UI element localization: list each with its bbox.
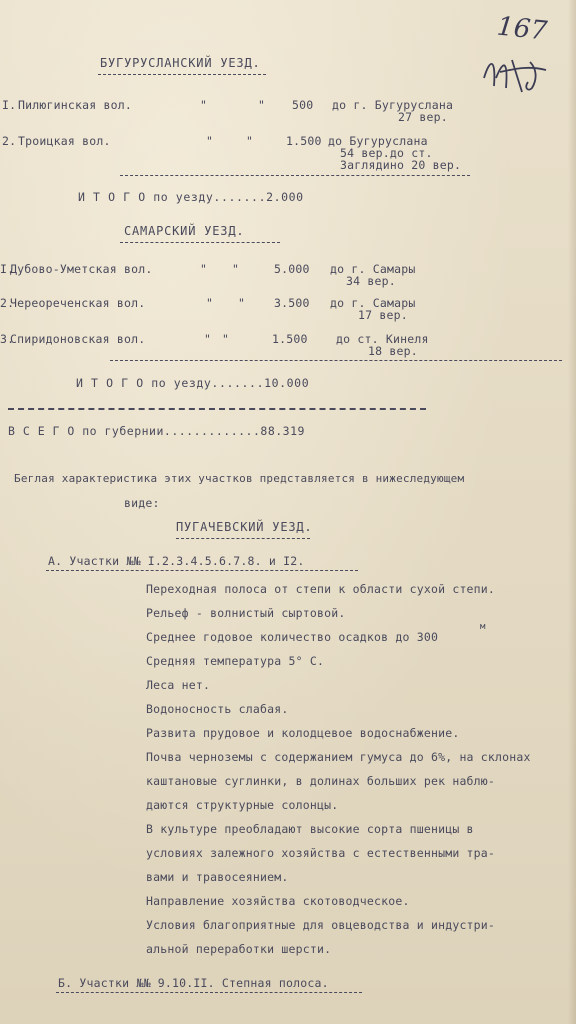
pugach-line-1: Переходная полоса от степи к области сухой степи. bbox=[146, 582, 496, 596]
samar-row-3-name: Спиридоновская вол. bbox=[10, 332, 146, 346]
bugurusl-title-underline bbox=[98, 74, 266, 75]
samar-title: САМАРСКИЙ УЕЗД. bbox=[124, 224, 245, 238]
bugurusl-title: БУГУРУСЛАНСКИЙ УЕЗД. bbox=[100, 56, 261, 70]
bugurusl-row-1-qty: 500 bbox=[292, 98, 314, 112]
bugurusl-row-2-qty: 1.500 bbox=[286, 134, 322, 148]
bugurusl-row-2-dist-2: Заглядино 20 вер. bbox=[340, 158, 462, 172]
bugurusl-row-2-ditto-1: " bbox=[206, 134, 214, 148]
pugach-line-2: Рельеф - волнистый сыртовой. bbox=[146, 606, 346, 620]
pugach-section-b-underline bbox=[56, 992, 362, 993]
pugach-line-11: В культуре преобладают высокие сорта пшеницы в bbox=[146, 822, 474, 836]
samar-row-1-ditto-2: " bbox=[232, 262, 240, 276]
samar-row-3-dest: до ст. Кинеля bbox=[336, 332, 429, 346]
intro-line-2: виде: bbox=[124, 496, 160, 510]
bugurusl-row-1-dest: до г. Бугуруслана bbox=[332, 98, 454, 112]
bugurusl-row-2-ditto-2: " bbox=[246, 134, 254, 148]
page-edge-shadow bbox=[568, 0, 576, 1024]
bugurusl-row-2-num: 2. bbox=[2, 134, 17, 148]
samar-row-1-num: I. bbox=[0, 262, 15, 276]
samar-row-1-qty: 5.000 bbox=[274, 262, 310, 276]
grand-total: В С Е Г О по губернии.............88.319 bbox=[8, 424, 305, 438]
samar-row-1-ditto-1: " bbox=[200, 262, 208, 276]
bugurusl-row-1-ditto-1: " bbox=[200, 98, 208, 112]
pugach-precip-unit: м bbox=[480, 622, 486, 632]
samar-row-3-ditto-1: " bbox=[204, 332, 212, 346]
bugurusl-total: И Т О Г О по уезду.......2.000 bbox=[78, 190, 304, 204]
samar-row-2-ditto-2: " bbox=[238, 296, 246, 310]
pugach-line-8: Почва черноземы с содержанием гумуса до 6%, на склонах bbox=[146, 750, 531, 764]
samar-row-3-qty: 1.500 bbox=[272, 332, 308, 346]
pugach-line-3: Среднее годовое количество осадков до 300 bbox=[146, 630, 439, 644]
bugurusl-row-1-num: I. bbox=[2, 98, 17, 112]
pugach-line-16: альной переработки шерсти. bbox=[146, 942, 332, 956]
bugurusl-row-1-name: Пилюгинская вол. bbox=[18, 98, 132, 112]
samar-row-1-dest: до г. Самары bbox=[330, 262, 416, 276]
samar-total: И Т О Г О по уезду.......10.000 bbox=[76, 376, 310, 390]
pugach-title-underline bbox=[176, 538, 310, 539]
pugach-line-13: вами и травосеянием. bbox=[146, 870, 289, 884]
page-number: 167 bbox=[495, 11, 549, 47]
samar-row-2-dest: до г. Самары bbox=[330, 296, 416, 310]
bugurusl-row-2-dest: до Бугуруслана bbox=[328, 134, 428, 148]
pugach-line-10: даются структурные солонцы. bbox=[146, 798, 339, 812]
pugach-title: ПУГАЧЕВСКИЙ УЕЗД. bbox=[176, 520, 313, 534]
pugach-line-4: Средняя температура 5° С. bbox=[146, 654, 325, 668]
samar-row-1-name: Дубово-Уметская вол. bbox=[10, 262, 153, 276]
pugach-line-9: каштановые суглинки, в долинах больших рек наблю- bbox=[146, 774, 496, 788]
bugurusl-row-1-dist: 27 вер. bbox=[398, 110, 448, 124]
samar-row-2-num: 2. bbox=[0, 296, 15, 310]
pugach-line-12: условиях залежного хозяйства с естественными тра- bbox=[146, 846, 496, 860]
grand-total-separator bbox=[8, 408, 426, 410]
samar-row-3-num: 3. bbox=[0, 332, 15, 346]
bugurusl-row-2-name: Троицкая вол. bbox=[18, 134, 111, 148]
handwritten-signature bbox=[478, 48, 558, 98]
samar-row-3-ditto-2: " bbox=[222, 332, 230, 346]
bugurusl-row-1-ditto-2: " bbox=[258, 98, 266, 112]
samar-title-underline bbox=[120, 242, 280, 243]
samar-separator bbox=[110, 360, 562, 361]
samar-row-2-qty: 3.500 bbox=[274, 296, 310, 310]
pugach-section-a: А. Участки №№ I.2.3.4.5.6.7.8. и I2. bbox=[48, 554, 305, 568]
samar-row-2-dist: 17 вер. bbox=[358, 308, 408, 322]
pugach-section-b: Б. Участки №№ 9.10.II. Степная полоса. bbox=[58, 976, 329, 990]
pugach-line-7: Развита прудовое и колодцевое водоснабжение. bbox=[146, 726, 460, 740]
pugach-section-a-underline bbox=[46, 570, 358, 571]
bugurusl-separator bbox=[120, 175, 470, 176]
bugurusl-row-2-dist: 54 вер.до ст. bbox=[340, 146, 433, 160]
pugach-line-5: Леса нет. bbox=[146, 678, 211, 692]
pugach-line-15: Условия благоприятные для овцеводства и индустри- bbox=[146, 918, 496, 932]
intro-line-1: Беглая характеристика этих участков представляется в нижеследующем bbox=[14, 472, 465, 485]
pugach-line-14: Направление хозяйства скотоводческое. bbox=[146, 894, 410, 908]
samar-row-1-dist: 34 вер. bbox=[346, 274, 396, 288]
samar-row-2-name: Череореченская вол. bbox=[10, 296, 146, 310]
pugach-line-6: Водоносность слабая. bbox=[146, 702, 289, 716]
samar-row-3-dist: 18 вер. bbox=[368, 344, 418, 358]
samar-row-2-ditto-1: " bbox=[206, 296, 214, 310]
